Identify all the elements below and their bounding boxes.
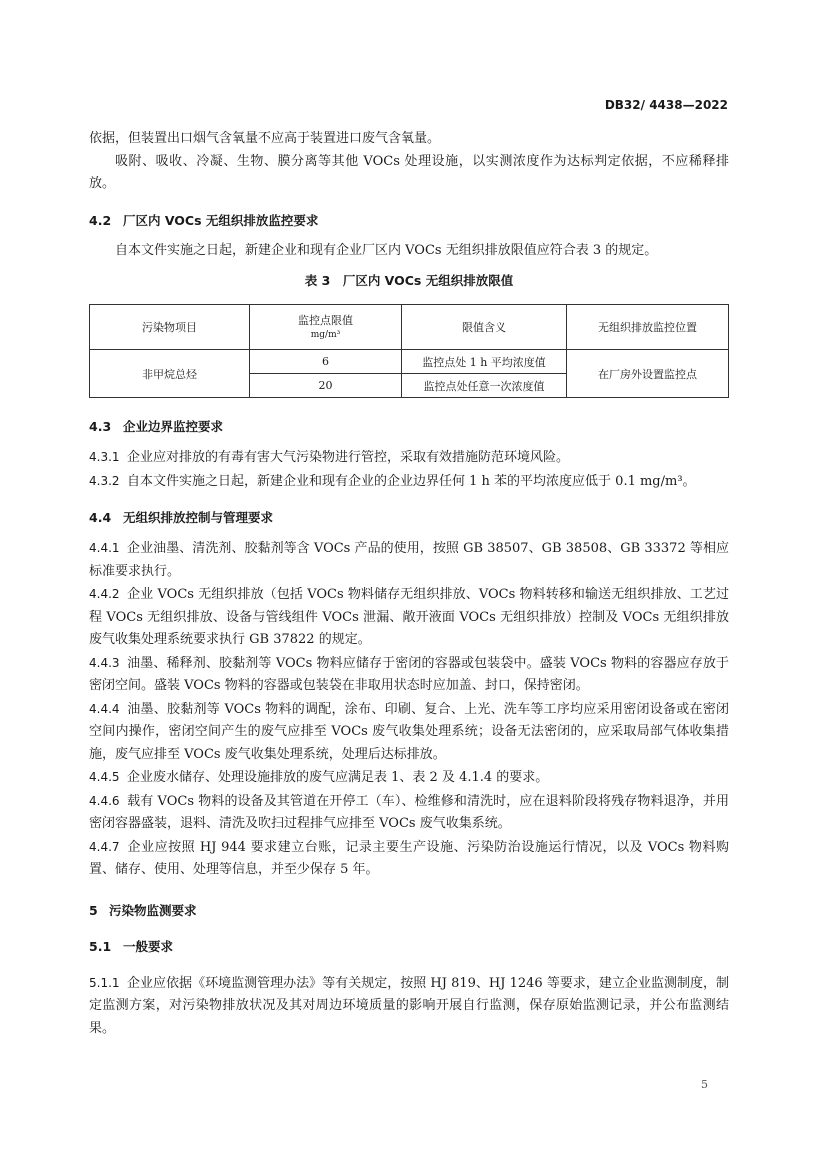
clause-text: 企业应依据《环境监测管理办法》等有关规定，按照 HJ 819、HJ 1246 等要求，建立企业监测制度，制定监测方案，对污染物排放状况及其对周边环境质量的影响开展自行监测，保存原始监测记录，并公布监测结果。 — [89, 975, 729, 1036]
section-number: 5.1 — [89, 938, 112, 954]
section-heading-4-3 — [89, 416, 729, 438]
clause-number: 4.4.6 — [89, 793, 120, 808]
section-title: 无组织排放控制与管理要求 — [123, 510, 274, 525]
section-number: 4.2 — [89, 212, 112, 228]
section-title: 企业边界监控要求 — [123, 419, 224, 434]
clause-number: 4.3.2 — [89, 473, 120, 488]
clause-number: 5.1.1 — [89, 975, 120, 990]
clause — [89, 446, 729, 470]
clause-number: 4.4.1 — [89, 541, 120, 555]
limit-cell: 20 — [250, 374, 402, 398]
clause-number: 4.4.7 — [89, 839, 120, 854]
table-header-row — [90, 305, 729, 350]
section-title: 一般要求 — [123, 938, 174, 954]
document-body — [89, 128, 729, 1040]
clause — [89, 698, 729, 767]
table-row — [90, 350, 729, 374]
header-cell: 污染物项目 — [90, 305, 250, 350]
paragraph: 吸附、吸收、冷凝、生物、膜分离等其他 VOCs 处理设施，以实测浓度作为达标判定依据，不应稀释排放。 — [89, 153, 729, 191]
location-cell: 在厂房外设置监控点 — [567, 350, 729, 398]
clause — [89, 766, 729, 790]
header-cell: 限值含义 — [402, 305, 567, 350]
page-number: 5 — [701, 1078, 708, 1091]
clause — [89, 836, 729, 882]
clause — [89, 537, 729, 583]
chapter-heading-5 — [89, 900, 729, 922]
section-number: 4.3 — [89, 419, 112, 434]
clause-number: 4.4.2 — [89, 587, 120, 601]
standard-code: DB32/ 4438—2022 — [604, 98, 728, 112]
clause-text: 油墨、胶黏剂等 VOCs 物料的调配，涂布、印刷、复合、上光、洗车等工序均应采用密闭设备或在密闭空间内操作，密闭空间产生的废气应排至 VOCs 废气收集处理系统；设备无法密闭的，应采取局部气体收集措施，废气应排至 VOCs 废气收集处理系统，处理后达标排放。 — [89, 701, 729, 762]
header-limit-label: 监控点限值 — [298, 314, 353, 327]
meaning-cell: 监控点处任意一次浓度值 — [402, 374, 567, 398]
section-heading-4-2 — [89, 210, 729, 232]
clause-number: 4.4.5 — [89, 770, 120, 784]
header-cell — [250, 305, 402, 350]
paragraph: 依据，但装置出口烟气含氧量不应高于装置进口废气含氧量。 — [89, 131, 441, 146]
clause-text: 企业 VOCs 无组织排放（包括 VOCs 物料储存无组织排放、VOCs 物料转移和输送无组织排放、工艺过程 VOCs 无组织排放、设备与管线组件 VOCs 泄漏、敞开液面 VOCs 无组织排放）控制及 VOCs 无组织排放废气收集处理系统要求执行 GB 37822 的规定。 — [89, 587, 729, 647]
meaning-cell: 监控点处 1 h 平均浓度值 — [402, 350, 567, 374]
chapter-title: 污染物监测要求 — [109, 902, 197, 918]
section-number: 4.4 — [89, 510, 112, 525]
clause-text: 企业废水储存、处理设施排放的废气应满足表 1、表 2 及 4.1.4 的要求。 — [127, 770, 549, 785]
clause — [89, 790, 729, 836]
header-limit-unit: mg/m³ — [310, 330, 341, 340]
chapter-number: 5 — [89, 902, 98, 918]
clause-text: 自本文件实施之日起，新建企业和现有企业的企业边界任何 1 h 苯的平均浓度应低于 0.1 mg/m³。 — [127, 473, 696, 489]
section-heading-5-1 — [89, 936, 729, 958]
limit-cell: 6 — [250, 350, 402, 374]
clause-number: 4.4.4 — [89, 701, 120, 716]
limits-table — [89, 304, 729, 398]
paragraph: 自本文件实施之日起，新建企业和现有企业厂区内 VOCs 无组织排放限值应符合表 3 的规定。 — [115, 242, 658, 258]
clause — [89, 652, 729, 698]
section-heading-4-4 — [89, 507, 729, 529]
clause — [89, 470, 729, 494]
clause-number: 4.3.1 — [89, 450, 120, 464]
header-cell: 无组织排放监控位置 — [567, 305, 729, 350]
clause-text: 油墨、稀释剂、胶黏剂等 VOCs 物料应储存于密闭的容器或包装袋中。盛装 VOCs 物料的容器应存放于密闭空间。盛装 VOCs 物料的容器或包装袋在非取用状态时应加盖、封口，保持密闭。 — [89, 655, 729, 693]
section-title: 厂区内 VOCs 无组织排放监控要求 — [123, 212, 319, 228]
clause-text: 企业应对排放的有毒有害大气污染物进行管控，采取有效措施防范环境风险。 — [127, 450, 570, 465]
clause — [89, 583, 729, 652]
table-title: 表 3 厂区内 VOCs 无组织排放限值 — [304, 273, 514, 288]
pollutant-cell: 非甲烷总烃 — [90, 350, 250, 398]
clause-text: 企业油墨、清洗剂、胶黏剂等含 VOCs 产品的使用，按照 GB 38507、GB 38508、GB 33372 等相应标准要求执行。 — [89, 541, 729, 579]
clause-text: 载有 VOCs 物料的设备及其管道在开停工（车）、检维修和清洗时，应在退料阶段将残存物料退净，并用密闭容器盛装，退料、清洗及吹扫过程排气应排至 VOCs 废气收集系统。 — [89, 793, 729, 831]
clause — [89, 972, 729, 1041]
clause-number: 4.4.3 — [89, 655, 120, 670]
clause-text: 企业应按照 HJ 944 要求建立台账，记录主要生产设施、污染防治设施运行情况，以及 VOCs 物料购置、储存、使用、处理等信息，并至少保存 5 年。 — [89, 839, 729, 877]
